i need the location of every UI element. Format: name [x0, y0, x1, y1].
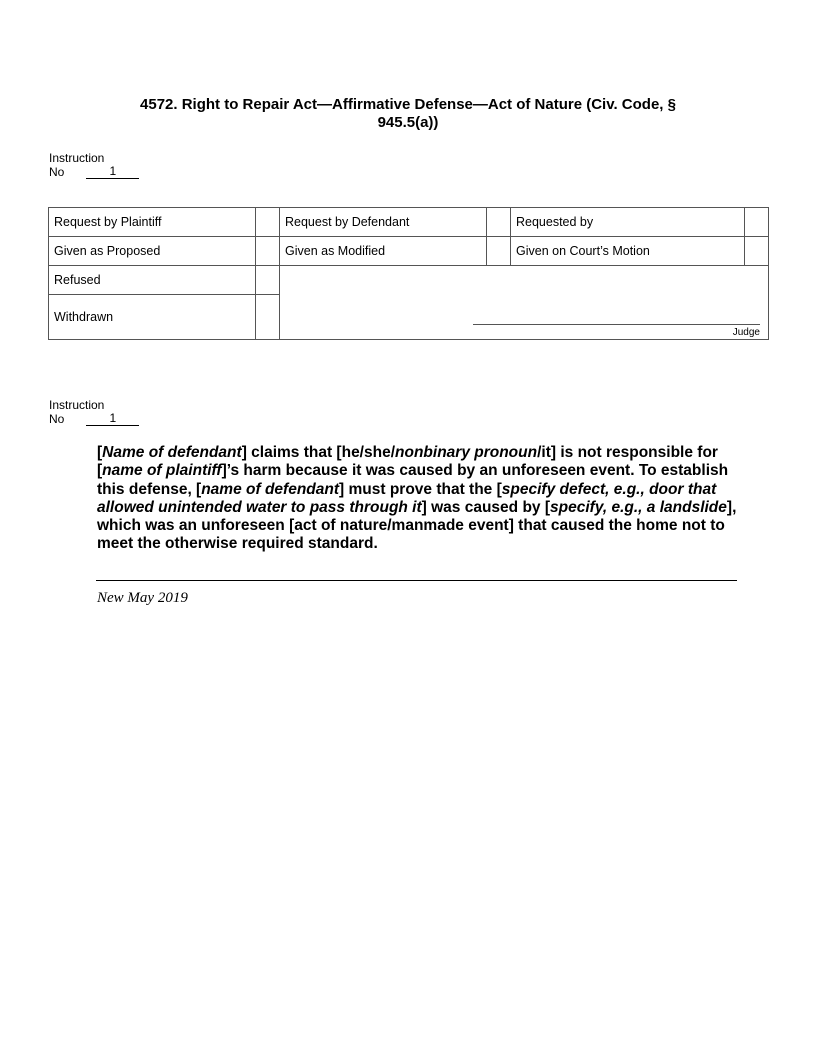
body-text-segment: ] must prove that the [: [339, 480, 502, 498]
withdrawn-label: Withdrawn: [49, 295, 256, 340]
body-placeholder: Name of defendant: [102, 444, 242, 461]
body-text-segment: /it] is not responsible for [: [97, 444, 718, 480]
given-as-modified-label: Given as Modified: [280, 237, 487, 266]
request-by-defendant-box[interactable]: [487, 208, 511, 237]
requested-by-label: Requested by: [511, 208, 745, 237]
given-on-courts-motion-box[interactable]: [745, 237, 769, 266]
request-table: [48, 207, 769, 340]
given-as-proposed-label: Given as Proposed: [49, 237, 256, 266]
instruction-title: 4572. Right to Repair Act—Affirmative Defense—Act of Nature (Civ. Code, § 945.5(a)): [140, 96, 676, 131]
withdrawn-box[interactable]: [256, 295, 280, 340]
given-as-proposed-box[interactable]: [256, 237, 280, 266]
judge-signature-area: [280, 266, 769, 340]
judge-label: Judge: [732, 326, 760, 338]
refused-box[interactable]: [256, 266, 280, 295]
instruction-number-top: [49, 151, 139, 179]
divider-rule: [96, 580, 737, 581]
body-text-segment: ] claims that [he/she/: [241, 444, 396, 461]
request-by-plaintiff-label: Request by Plaintiff: [49, 208, 256, 237]
body-placeholder: specify defect, e.g., door that allowed unintended water to pass through it: [97, 480, 717, 516]
body-placeholder: nonbinary pronoun: [395, 444, 538, 461]
body-placeholder: specify, e.g., a landslide: [550, 498, 727, 516]
instruction-label: Instruction: [49, 398, 105, 412]
given-as-modified-box[interactable]: [487, 237, 511, 266]
body-placeholder: name of defendant: [201, 480, 340, 498]
request-by-plaintiff-box[interactable]: [256, 208, 280, 237]
body-text-segment: ]’s harm because it was caused by an unforeseen event. To establish this defense, [: [97, 462, 729, 498]
body-placeholder: name of plaintiff: [102, 462, 222, 480]
instruction-number-bottom: [49, 398, 139, 426]
instruction-number: 1: [86, 412, 139, 426]
requested-by-box[interactable]: [745, 208, 769, 237]
body-text-segment: ], which was an unforeseen [act of nature/manmade event] that caused the home not to meet the otherwise required standard.: [97, 498, 737, 553]
instruction-number: 1: [86, 165, 139, 179]
refused-label: Refused: [49, 266, 256, 295]
no-label: No: [49, 165, 65, 179]
judge-signature-line[interactable]: [473, 324, 760, 325]
request-by-defendant-label: Request by Defendant: [280, 208, 487, 237]
instruction-label: Instruction: [49, 151, 105, 165]
revision-note: New May 2019: [97, 590, 188, 606]
no-label: No: [49, 412, 65, 426]
given-on-courts-motion-label: Given on Court’s Motion: [511, 237, 745, 266]
instruction-body: [97, 444, 742, 554]
body-text-segment: [: [97, 444, 103, 461]
body-text-segment: ] was caused by [: [421, 498, 551, 516]
